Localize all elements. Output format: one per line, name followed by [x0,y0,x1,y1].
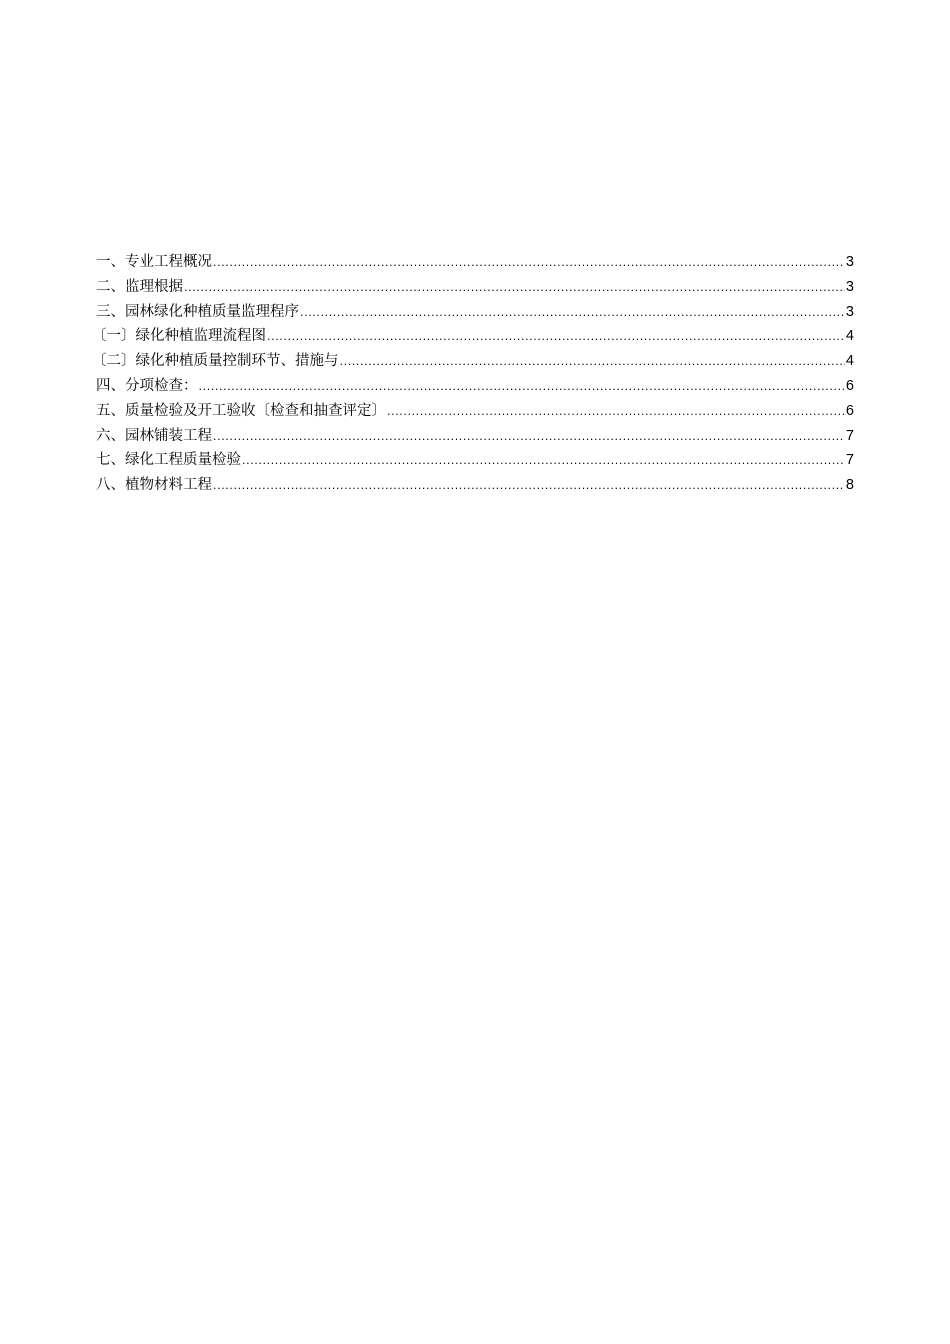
toc-entry-page: 3 [845,303,854,320]
toc-entry-6[interactable] [96,374,854,399]
toc-dot-leader [199,375,845,400]
toc-entry-7[interactable] [96,399,854,424]
toc-dot-leader [267,325,845,350]
toc-entry-2[interactable] [96,275,854,300]
toc-dot-leader [213,251,845,276]
toc-entry-page: 4 [845,328,854,345]
toc-dot-leader [300,301,845,326]
toc-entry-title: 四、分项检查： [96,377,198,394]
toc-entry-title: 〔二〕绿化种植质量控制环节、措施与 [92,353,339,370]
toc-entry-9[interactable] [96,448,854,473]
toc-entry-page: 6 [845,402,854,419]
toc-entry-title: 三、园林绿化种植质量监理程序 [96,303,299,320]
toc-entry-title: 〔一〕绿化种植监理流程图 [92,328,266,345]
toc-entry-page: 6 [845,377,854,394]
toc-entry-title: 二、监理根据 [96,278,183,295]
toc-entry-page: 4 [845,353,854,370]
toc-dot-leader [242,449,845,474]
toc-entry-3[interactable] [96,300,854,325]
toc-entry-page: 3 [845,278,854,295]
toc-entry-page: 7 [845,427,854,444]
table-of-contents [92,250,854,498]
toc-dot-leader [340,350,845,375]
toc-entry-4[interactable] [92,324,854,349]
toc-entry-title: 七、绿化工程质量检验 [96,452,241,469]
toc-entry-5[interactable] [92,349,854,374]
toc-entry-title: 一、专业工程概况 [96,254,212,270]
toc-entry-1[interactable] [96,250,854,275]
toc-dot-leader [213,474,845,499]
toc-dot-leader [387,400,845,425]
toc-entry-10[interactable] [96,473,854,498]
toc-entry-title: 八、植物材料工程 [96,477,212,494]
toc-entry-title: 五、质量检验及开工验收〔检查和抽查评定〕 [96,402,386,419]
toc-entry-title: 六、园林铺装工程 [96,427,212,444]
toc-entry-page: 8 [845,477,854,494]
toc-entry-page: 7 [845,452,854,469]
toc-entry-8[interactable] [96,424,854,449]
toc-entry-page: 3 [845,254,854,270]
toc-dot-leader [184,276,845,301]
toc-dot-leader [213,425,845,450]
